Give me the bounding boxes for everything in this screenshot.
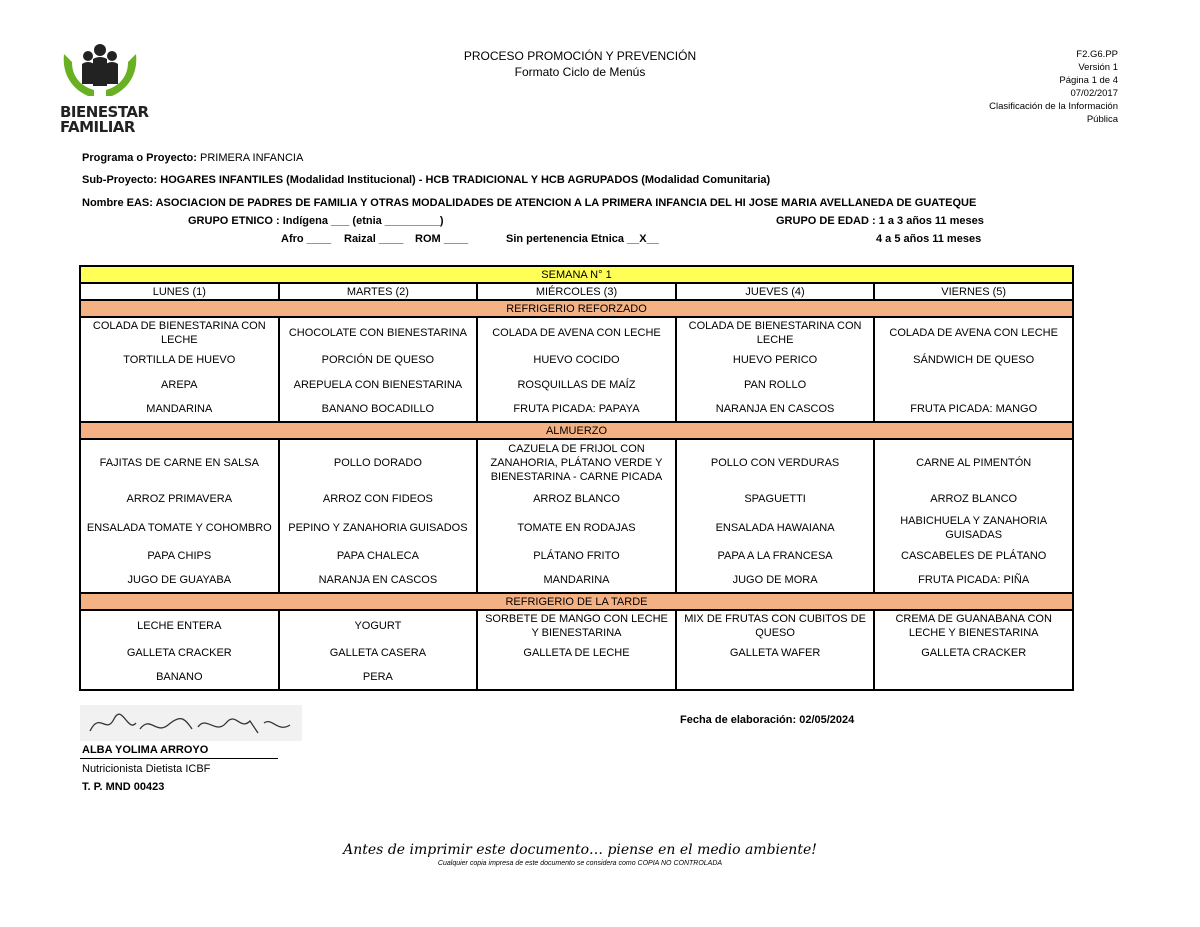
classification-label: Clasificación de la Información [989,101,1118,112]
classification-value: Pública [1086,114,1118,125]
menu-cell: HUEVO COCIDO [477,347,676,372]
ethnic-group-line-1: GRUPO ETNICO : Indígena ___ (etnia _________) [188,215,444,227]
table-row [80,317,1073,347]
menu-cell: COLADA DE BIENESTARINA CON LECHE [80,317,279,347]
menu-cell: SPAGUETTI [676,486,875,512]
menu-cell: POLLO DORADO [279,439,478,486]
eas-value: ASOCIACION DE PADRES DE FAMILIA Y OTRAS MODALIDADES DE ATENCION A LA PRIMERA INFANCIA DEL HI JOSE MARIA AVELLANEDA DE GUATEQUE [155,197,977,209]
week-title: SEMANA N° 1 [80,266,1073,283]
menu-table [79,265,1074,691]
menu-cell: MIX DE FRUTAS CON CUBITOS DE QUESO [676,610,875,640]
day-header: JUEVES (4) [676,283,875,300]
section-title: REFRIGERIO REFORZADO [80,300,1073,317]
subproject-label: Sub-Proyecto: [82,174,158,186]
menu-cell: COLADA DE BIENESTARINA CON LECHE [676,317,875,347]
week-row [80,266,1073,283]
document-code: F2.G6.PP [1076,49,1118,60]
program-value: PRIMERA INFANCIA [199,152,304,164]
menu-cell: NARANJA EN CASCOS [279,568,478,593]
ethnic-raizal: Raizal ____ [344,233,404,245]
menu-cell: CARNE AL PIMENTÓN [874,439,1073,486]
table-row [80,610,1073,640]
subproject-line [82,174,770,186]
menu-cell: GALLETA CRACKER [874,640,1073,665]
menu-cell: JUGO DE GUAYABA [80,568,279,593]
copy-control-note: Cualquier copia impresa de este documento se considera como COPIA NO CONTROLADA [437,860,723,867]
menu-cell [676,665,875,690]
table-row [80,640,1073,665]
menu-cell: PEPINO Y ZANAHORIA GUISADOS [279,512,478,543]
document-control-info [989,48,1118,126]
menu-cell: ARROZ CON FIDEOS [279,486,478,512]
menu-cell: PAPA CHIPS [80,543,279,568]
menu-cell: BANANO BOCADILLO [279,397,478,422]
menu-cell: ROSQUILLAS DE MAÍZ [477,372,676,397]
signer-role: Nutricionista Dietista ICBF [82,763,211,775]
menu-cell: PLÁTANO FRITO [477,543,676,568]
ethnic-none: Sin pertenencia Etnica __X__ [506,233,659,245]
menu-cell: ENSALADA TOMATE Y COHOMBRO [80,512,279,543]
menu-cell: JUGO DE MORA [676,568,875,593]
environment-note: Antes de imprimir este documento… piense en el medio ambiente! [343,842,817,858]
menu-cell: FRUTA PICADA: MANGO [874,397,1073,422]
table-row [80,439,1073,486]
menu-cell: POLLO CON VERDURAS [676,439,875,486]
menu-cell: HUEVO PERICO [676,347,875,372]
signer-name: ALBA YOLIMA ARROYO [82,744,209,756]
menu-cell: BANANO [80,665,279,690]
age-group-line-1: GRUPO DE EDAD : 1 a 3 años 11 meses [776,215,984,227]
table-row [80,397,1073,422]
ethnic-afro: Afro ____ [281,233,332,245]
family-hands-icon [60,44,140,100]
document-subtitle: Formato Ciclo de Menús [514,65,646,79]
menu-cell: COLADA DE AVENA CON LECHE [477,317,676,347]
day-header: VIERNES (5) [874,283,1073,300]
menu-cell: CHOCOLATE CON BIENESTARINA [279,317,478,347]
day-header: MIÉRCOLES (3) [477,283,676,300]
menu-cell: PAN ROLLO [676,372,875,397]
menu-cell: MANDARINA [80,397,279,422]
document-date: 07/02/2017 [1070,88,1118,99]
menu-cell: PAPA CHALECA [279,543,478,568]
menu-cell [874,665,1073,690]
elaboration-date-label: Fecha de elaboración: [680,714,797,726]
menu-cell: ARROZ BLANCO [874,486,1073,512]
table-row [80,512,1073,543]
menu-cell: COLADA DE AVENA CON LECHE [874,317,1073,347]
elaboration-date [680,714,854,726]
days-row [80,283,1073,300]
menu-cell: GALLETA WAFER [676,640,875,665]
menu-cell: CREMA DE GUANABANA CON LECHE Y BIENESTARINA [874,610,1073,640]
logo-line-2: FAMILIAR [60,118,135,136]
menu-cell: CAZUELA DE FRIJOL CON ZANAHORIA, PLÁTANO VERDE Y BIENESTARINA - CARNE PICADA [477,439,676,486]
section-row [80,593,1073,610]
program-line [82,152,303,164]
menu-cell [874,372,1073,397]
menu-cell: PORCIÓN DE QUESO [279,347,478,372]
menu-cell: TORTILLA DE HUEVO [80,347,279,372]
signature-image [80,705,302,741]
section-title: REFRIGERIO DE LA TARDE [80,593,1073,610]
signer-tp: T. P. MND 00423 [82,781,165,793]
logo-line-1: BIENESTAR [60,103,149,121]
section-row [80,422,1073,439]
table-row [80,347,1073,372]
menu-cell: PAPA A LA FRANCESA [676,543,875,568]
menu-cell: GALLETA DE LECHE [477,640,676,665]
age-group-line-2: 4 a 5 años 11 meses [876,233,982,245]
elaboration-date-value: 02/05/2024 [799,714,855,726]
eas-line [82,197,976,209]
menu-cell: AREPUELA CON BIENESTARINA [279,372,478,397]
menu-cell: MANDARINA [477,568,676,593]
menu-cell: ARROZ PRIMAVERA [80,486,279,512]
menu-cell: PERA [279,665,478,690]
section-title: ALMUERZO [80,422,1073,439]
menu-cell: ARROZ BLANCO [477,486,676,512]
day-header: LUNES (1) [80,283,279,300]
bienestar-familiar-logo [60,44,149,136]
menu-cell: SORBETE DE MANGO CON LECHE Y BIENESTARINA [477,610,676,640]
menu-cell: FRUTA PICADA: PIÑA [874,568,1073,593]
document-version: Versión 1 [1078,62,1118,73]
section-row [80,300,1073,317]
table-row [80,486,1073,512]
menu-cell: GALLETA CRACKER [80,640,279,665]
menu-cell: FAJITAS DE CARNE EN SALSA [80,439,279,486]
menu-cell: AREPA [80,372,279,397]
ethnic-rom: ROM ____ [415,233,469,245]
document-header [300,48,860,80]
table-row [80,665,1073,690]
menu-cell: FRUTA PICADA: PAPAYA [477,397,676,422]
menu-cell: NARANJA EN CASCOS [676,397,875,422]
day-header: MARTES (2) [279,283,478,300]
menu-cell: TOMATE EN RODAJAS [477,512,676,543]
menu-cell: LECHE ENTERA [80,610,279,640]
menu-cell: ENSALADA HAWAIANA [676,512,875,543]
signature-line [80,758,278,759]
menu-cell: YOGURT [279,610,478,640]
page-number: Página 1 de 4 [1059,75,1118,86]
menu-cell: CASCABELES DE PLÁTANO [874,543,1073,568]
menu-cell: GALLETA CASERA [279,640,478,665]
document-title: PROCESO PROMOCIÓN Y PREVENCIÓN [463,49,697,63]
menu-cell: HABICHUELA Y ZANAHORIA GUISADAS [874,512,1073,543]
subproject-value: HOGARES INFANTILES (Modalidad Institucional) - HCB TRADICIONAL Y HCB AGRUPADOS (Modalidad Comunitaria) [160,174,771,186]
eas-label: Nombre EAS: [82,197,153,209]
table-row [80,543,1073,568]
program-label: Programa o Proyecto: [82,152,197,164]
menu-cell [477,665,676,690]
table-row [80,372,1073,397]
menu-cell: SÁNDWICH DE QUESO [874,347,1073,372]
table-row [80,568,1073,593]
